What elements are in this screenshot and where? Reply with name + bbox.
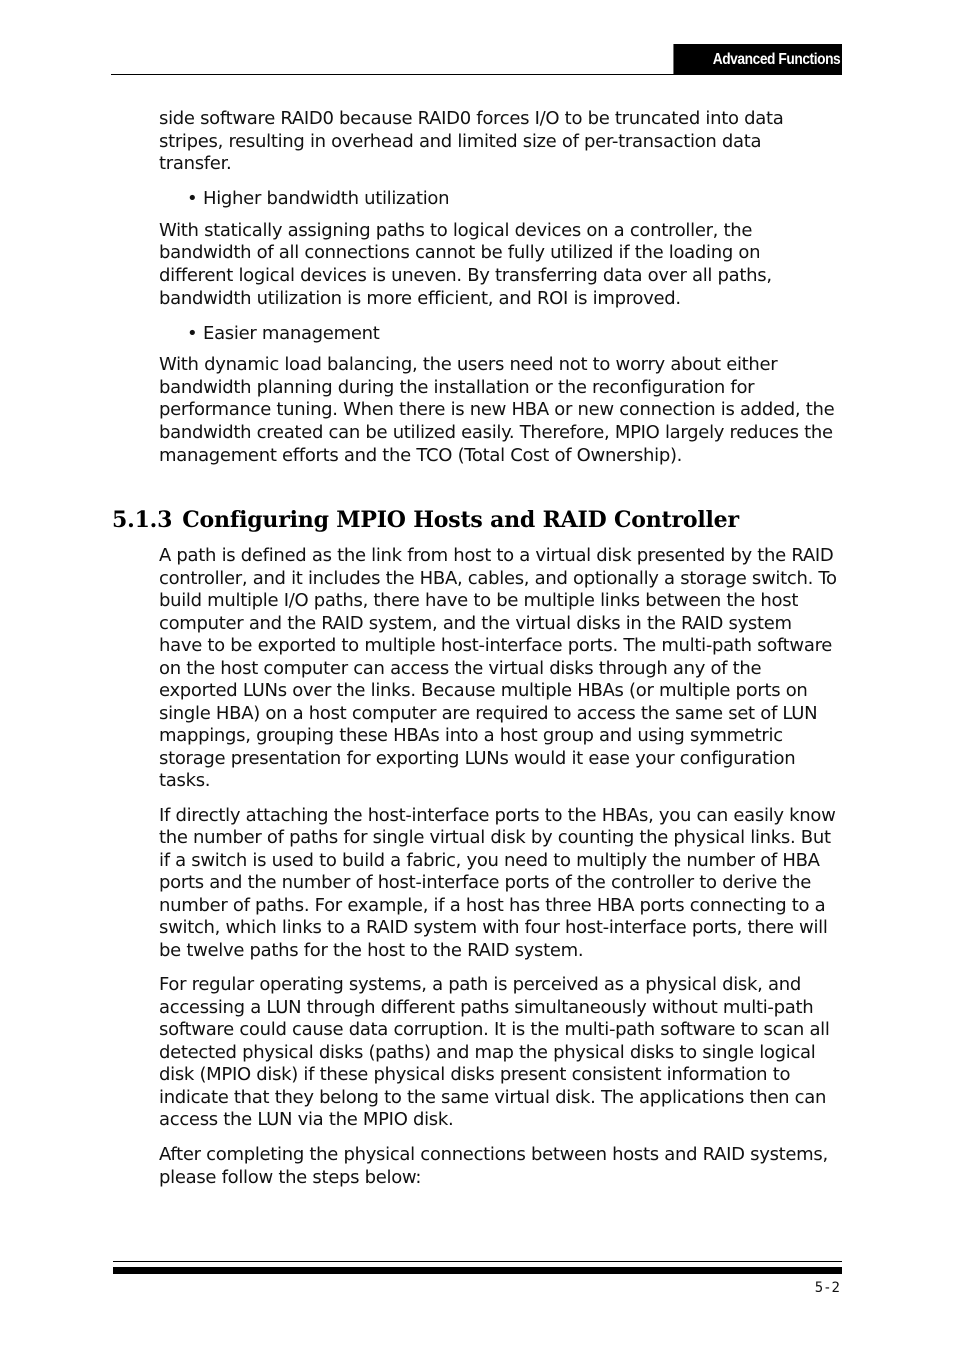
paragraph: For regular operating systems, a path is perceived as a physical disk, and accessing a LUN through different paths simultaneously without multi-path software could cause data corruption. It is the multi-path software to scan all detected physical disks (paths) and map the physical disks to single logical disk (MPIO disk) if these physical disks present consistent information to indicate that they belong to the same virtual disk. The applications then can access the LUN via the MPIO disk. [159, 974, 830, 1131]
header-section-label: Advanced Functions [673, 44, 842, 75]
paragraph: side software RAID0 because RAID0 forces I/O to be truncated into data stripes, resulting in overhead and limited size of per-transaction data transfer. [159, 108, 784, 175]
paragraph: A path is defined as the link from host to a virtual disk presented by the RAID controller, and it includes the HBA, cables, and optionally a storage switch. To build multiple I/O paths, there have to be multiple links between the host computer and the RAID system, and the virtual disks in the RAID system have to be exported to multiple host-interface ports. The multi-path software on the host computer can access the virtual disks through any of the exported LUNs over the links. Because multiple HBAs (or multiple ports on single HBA) on a host computer are required to access the same set of LUN mappings, grouping these HBAs into a host group and using symmetric storage presentation for exporting LUNs would it ease your configuration tasks. [159, 545, 837, 791]
bullet-text: Easier management [203, 322, 380, 344]
paragraph: After completing the physical connections between hosts and RAID systems, please follow the steps below: [159, 1144, 828, 1188]
bullet-text: Higher bandwidth utilization [203, 188, 450, 210]
footer-rule-thin [113, 1261, 842, 1262]
bullet-item [159, 323, 839, 346]
section-heading [112, 504, 832, 536]
bullet-item [159, 188, 839, 211]
paragraph: With statically assigning paths to logical devices on a controller, the bandwidth of all connections cannot be fully utilized if the loading on different logical devices is uneven. By transferring data over all paths, bandwidth utilization is more efficient, and ROI is improved. [159, 219, 772, 309]
paragraph: If directly attaching the host-interface ports to the HBAs, you can easily know the number of paths for single virtual disk by counting the physical links. But if a switch is used to build a fabric, you need to multiply the number of HBA ports and the number of host-interface ports of the controller to derive the number of paths. For example, if a host has three HBA ports connecting to a switch, which links to a RAID system with four host-interface ports, there will be twelve paths for the host to the RAID system. [159, 804, 836, 961]
page-number: 5-2 [814, 1280, 840, 1296]
section-number: 5.1.3 [112, 507, 173, 533]
body-top [159, 108, 839, 479]
footer-rule-thick [113, 1267, 842, 1274]
body-section [159, 545, 839, 1201]
header-rule [111, 74, 842, 75]
bullet-icon: • [187, 322, 198, 344]
bullet-icon: • [187, 188, 198, 210]
paragraph: With dynamic load balancing, the users need not to worry about either bandwidth planning during the installation or the reconfiguration for performance tuning. When there is new HBA or new connection is added, the bandwidth created can be utilized easily. Therefore, MPIO largely reduces the management efforts and the TCO (Total Cost of Ownership). [159, 354, 835, 466]
section-title: Configuring MPIO Hosts and RAID Controller [182, 507, 739, 533]
